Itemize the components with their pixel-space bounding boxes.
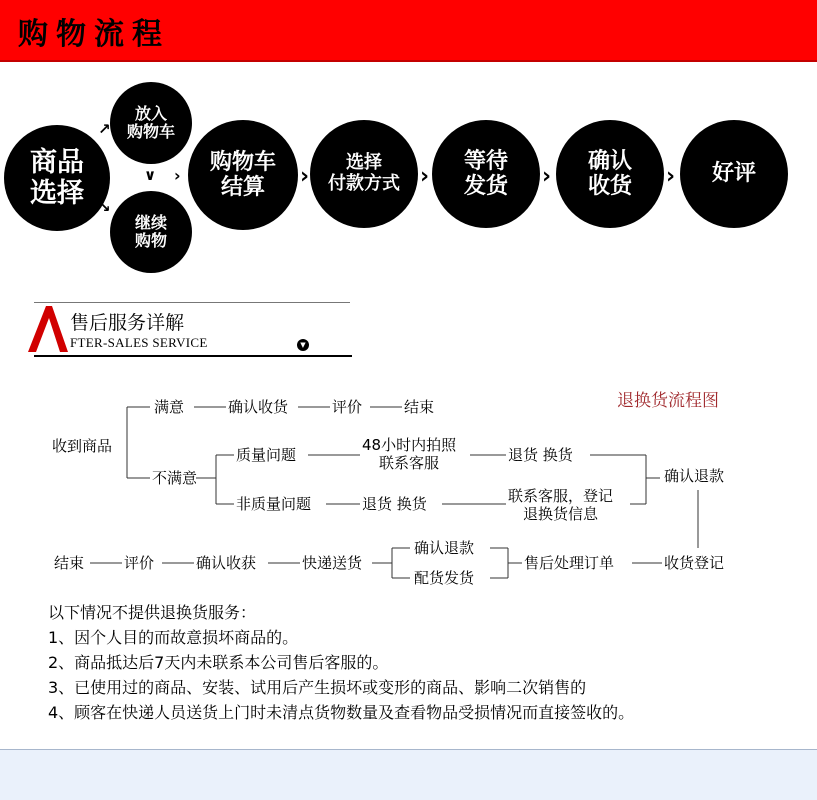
node-unsatisfied: 不满意 xyxy=(152,469,198,487)
after-sales-subtitle: FTER-SALES SERVICE xyxy=(70,335,208,350)
node-confirm-refund-right: 确认退款 xyxy=(664,467,725,485)
chevron-right-icon: › xyxy=(300,164,310,189)
chevron-right-icon: › xyxy=(174,166,181,185)
list-item: 4、顾客在快递人员送货上门时未清点货物数量及查看物品受损情况而直接签收的。 xyxy=(48,703,635,722)
page-title: 购物流程 xyxy=(18,17,170,52)
footer-band xyxy=(0,750,817,800)
notes-heading: 以下情况不提供退换货服务： xyxy=(48,603,257,622)
node-confirm-receipt-bottom: 确认收获 xyxy=(196,554,257,572)
step-continue-shopping: 继续 购物 xyxy=(110,191,192,273)
node-after-sales-order: 售后处理订单 xyxy=(524,554,615,572)
list-item: 1、因个人目的而故意损坏商品的。 xyxy=(48,628,299,647)
node-end-bottom: 结束 xyxy=(54,554,85,572)
node-receive: 收到商品 xyxy=(52,437,113,455)
step-add-to-cart: 放入 购物车 xyxy=(110,82,192,164)
chevron-down-icon: ∨ xyxy=(144,166,157,184)
node-review-top: 评价 xyxy=(332,398,363,416)
step-confirm-receipt: 确认 收货 xyxy=(556,120,664,228)
chevron-right-icon: › xyxy=(420,164,430,189)
node-end-top: 结束 xyxy=(404,398,435,416)
chevron-down-icon: ▼ xyxy=(297,339,309,351)
chevron-right-icon: › xyxy=(542,164,552,189)
node-contact-48h: 48小时内拍照 联系客服 xyxy=(362,436,457,472)
no-return-notes xyxy=(48,600,808,725)
node-ship-goods: 配货发货 xyxy=(414,569,475,587)
node-express-delivery: 快递送货 xyxy=(302,554,363,572)
node-review-bottom: 评价 xyxy=(124,554,155,572)
step-checkout: 购物车 结算 xyxy=(188,120,298,230)
after-sales-title: 售后服务详解 xyxy=(70,312,185,334)
step-choose-payment: 选择 付款方式 xyxy=(310,120,418,228)
return-flow-title: 退换货流程图 xyxy=(617,391,719,411)
node-return-exchange-1: 退货 换货 xyxy=(508,446,573,464)
step-await-shipment: 等待 发货 xyxy=(432,120,540,228)
chevron-right-icon: › xyxy=(666,164,676,189)
step-select-product: 商品 选择 xyxy=(4,125,110,231)
node-confirm-refund-mid: 确认退款 xyxy=(414,539,475,557)
arrow-icon: ↗ xyxy=(98,120,111,138)
node-contact-register: 联系客服，登记 退换货信息 xyxy=(508,487,614,523)
arrow-icon: ↘ xyxy=(98,198,111,216)
node-quality-issue: 质量问题 xyxy=(236,446,297,464)
node-non-quality-issue: 非质量问题 xyxy=(236,495,312,513)
node-return-exchange-2: 退货 换货 xyxy=(362,495,427,513)
node-confirm-receipt-top: 确认收货 xyxy=(228,398,289,416)
node-satisfied: 满意 xyxy=(154,398,185,416)
list-item: 3、已使用过的商品、安装、试用后产生损坏或变形的商品、影响二次销售的 xyxy=(48,678,587,697)
step-review: 好评 xyxy=(680,120,788,228)
list-item: 2、商品抵达后7天内未联系本公司售后客服的。 xyxy=(48,653,389,672)
node-register-receipt: 收货登记 xyxy=(664,554,725,572)
